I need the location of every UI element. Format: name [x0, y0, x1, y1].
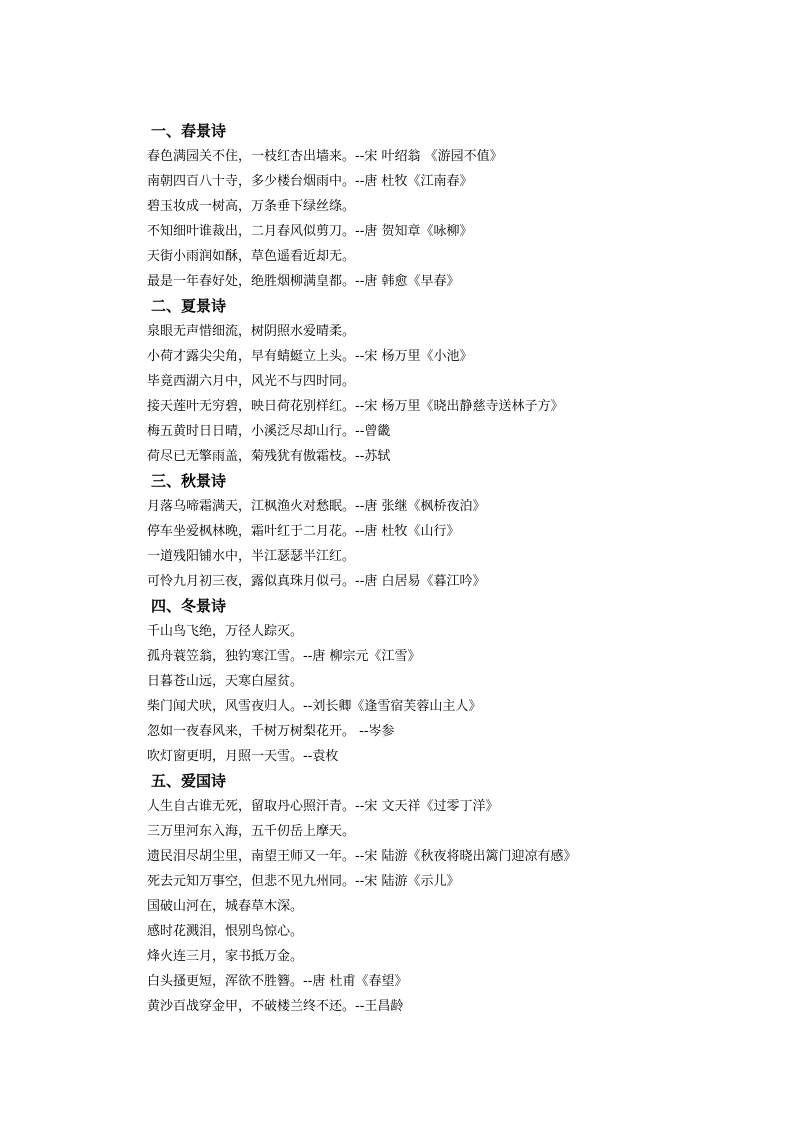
poem-line: 忽如一夜春风来，千树万树梨花开。 --岑参	[147, 724, 395, 739]
section-heading: 二、夏景诗	[151, 297, 227, 315]
poem-line: 吹灯窗更明，月照一天雪。--袁枚	[147, 749, 339, 764]
section-heading: 三、秋景诗	[151, 472, 227, 490]
poem-line: 毕竟西湖六月中，风光不与四时同。	[147, 374, 356, 389]
poem-line: 人生自古谁无死，留取丹心照汗青。--宋 文天祥《过零丁洋》	[147, 799, 499, 814]
poem-line: 烽火连三月，家书抵万金。	[147, 949, 304, 964]
poem-line: 孤舟蓑笠翁，独钓寒江雪。--唐 柳宗元《江雪》	[147, 649, 421, 664]
poem-line: 可怜九月初三夜，露似真珠月似弓。--唐 白居易《暮江吟》	[147, 574, 486, 589]
poem-line: 春色满园关不住，一枝红杏出墙来。--宋 叶绍翁 《游园不值》	[147, 149, 503, 164]
poem-line: 月落乌啼霜满天，江枫渔火对愁眠。--唐 张继《枫桥夜泊》	[147, 499, 486, 514]
poem-line: 柴门闻犬吠，风雪夜归人。--刘长卿《逢雪宿芙蓉山主人》	[147, 699, 482, 714]
poem-section	[147, 118, 767, 294]
poem-document	[147, 118, 767, 1019]
poem-line: 国破山河在，城春草木深。	[147, 899, 304, 914]
poem-line: 一道残阳铺水中，半江瑟瑟半江红。	[147, 549, 356, 564]
sections-container	[147, 118, 767, 1019]
poem-line: 感时花溅泪，恨别鸟惊心。	[147, 924, 304, 939]
poem-line: 荷尽已无擎雨盖，菊残犹有傲霜枝。--苏轼	[147, 449, 391, 464]
poem-section	[147, 294, 767, 469]
poem-line: 小荷才露尖尖角，早有蜻蜓立上头。--宋 杨万里《小池》	[147, 349, 473, 364]
poem-line: 千山鸟飞绝，万径人踪灭。	[147, 624, 304, 639]
section-heading: 五、爱国诗	[151, 772, 227, 790]
poem-section	[147, 469, 767, 594]
poem-line: 白头搔更短，浑欲不胜簪。--唐 杜甫《春望》	[147, 974, 408, 989]
poem-line: 黄沙百战穿金甲，不破楼兰终不还。--王昌龄	[147, 999, 404, 1014]
section-heading: 四、冬景诗	[151, 597, 227, 615]
poem-section	[147, 594, 767, 769]
poem-line: 死去元知万事空，但悲不见九州同。--宋 陆游《示儿》	[147, 874, 460, 889]
poem-line: 碧玉妆成一树高，万条垂下绿丝绦。	[147, 199, 356, 214]
poem-line: 泉眼无声惜细流，树阴照水爱晴柔。	[147, 324, 356, 339]
poem-line: 停车坐爱枫林晚，霜叶红于二月花。--唐 杜牧《山行》	[147, 524, 460, 539]
poem-line: 三万里河东入海，五千仞岳上摩天。	[147, 824, 356, 839]
poem-line: 南朝四百八十寺，多少楼台烟雨中。--唐 杜牧《江南春》	[147, 174, 473, 189]
poem-line: 不知细叶谁裁出，二月春风似剪刀。--唐 贺知章《咏柳》	[147, 224, 473, 239]
poem-line: 梅五黄时日日晴，小溪泛尽却山行。--曾畿	[147, 424, 391, 439]
poem-line: 最是一年春好处，绝胜烟柳满皇都。--唐 韩愈《早春》	[147, 274, 460, 289]
poem-line: 接天莲叶无穷碧，映日荷花别样红。--宋 杨万里《晓出静慈寺送林子方》	[147, 399, 564, 414]
poem-line: 遗民泪尽胡尘里，南望王师又一年。--宋 陆游《秋夜将晓出篱门迎凉有感》	[147, 849, 577, 864]
section-heading: 一、春景诗	[151, 122, 227, 140]
poem-section	[147, 769, 767, 1019]
poem-line: 日暮苍山远，天寒白屋贫。	[147, 674, 304, 689]
poem-line: 天街小雨润如酥，草色遥看近却无。	[147, 249, 356, 264]
